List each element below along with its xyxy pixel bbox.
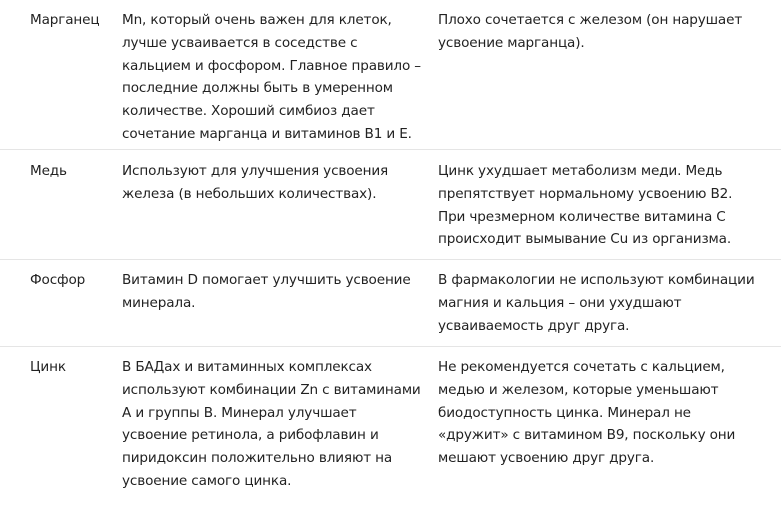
element-name: Марганец <box>30 12 100 28</box>
table-row <box>0 347 781 513</box>
bad-combination-text: В фармакологии не используют комбинации магния и кальция – они ухудшают усваиваемость друг друга. <box>438 272 755 334</box>
bad-combination-text: Не рекомендуется сочетать с кальцием, медью и железом, которые уменьшают биодоступность цинка. Минерал не «дружит» с витамином В9, поскольку они мешают усвоению друг друга. <box>438 359 736 467</box>
good-combination-text: Витамин D помогает улучшить усвоение минерала. <box>122 272 411 311</box>
table-row <box>0 0 781 150</box>
element-name: Медь <box>30 163 67 179</box>
table-row <box>0 260 781 347</box>
bad-combination-text: Плохо сочетается с железом (он нарушает усвоение марганца). <box>438 12 743 51</box>
element-name: Фосфор <box>30 272 86 288</box>
good-combination-text: Используют для улучшения усвоения железа (в небольших количествах). <box>122 163 389 202</box>
table-row <box>0 150 781 260</box>
element-name: Цинк <box>30 359 66 375</box>
good-combination-text: Mn, который очень важен для клеток, лучше усваивается в соседстве с кальцием и фосфором. Главное правило – последние должны быть в умеренном количестве. Хороший симбиоз дает сочетание марганца и витаминов B1 и E. <box>122 12 421 142</box>
bad-combination-text: Цинк ухудшает метаболизм меди. Медь препятствует нормальному усвоению B2. При чрезмерном количестве витамина С происходит вымывание Cu из организма. <box>438 163 733 248</box>
good-combination-text: В БАДах и витаминных комплексах используют комбинации Zn с витаминами А и группы B. Минерал улучшает усвоение ретинола, а рибофлавин и пиридоксин положительно влияют на усвоение самого цинка. <box>122 359 421 489</box>
